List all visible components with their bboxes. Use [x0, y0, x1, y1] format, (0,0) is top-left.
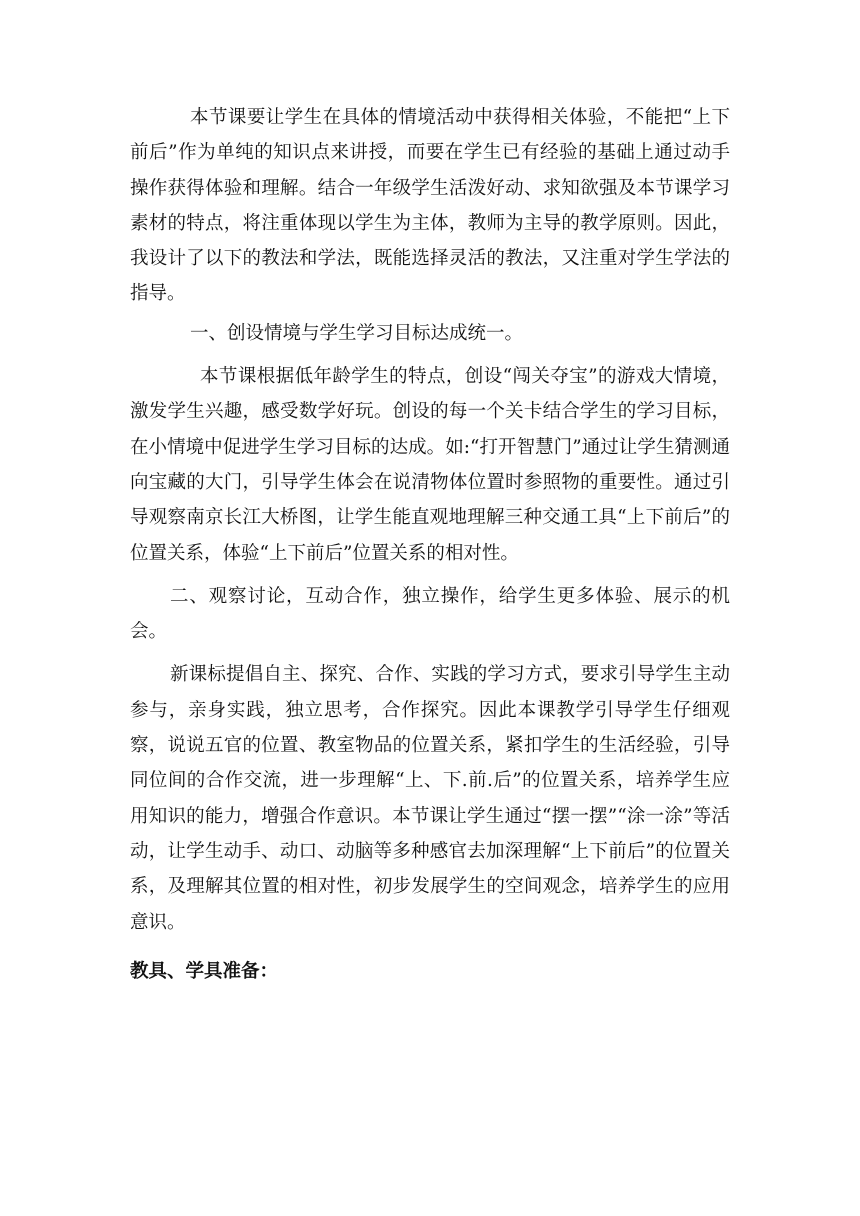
paragraph-curriculum-standard: 新课标提倡自主、探究、合作、实践的学习方式，要求引导学生主动参与，亲身实践，独立思考，合作探究。因此本课教学引导学生仔细观察，说说五官的位置、教室物品的位置关系，紧扣学生的生活经验，引导同位间的合作交流，进一步理解“上、下.前.后”的位置关系，培养学生应用知识的能力，增强合作意识。本节课让学生通过“摆一摆”“涂一涂”等活动，让学生动手、动口、动脑等多种感官去加深理解“上下前后”的位置关系，及理解其位置的相对性，初步发展学生的空间观念，培养学生的应用意识。 [130, 664, 730, 933]
section-heading-create-situation: 一、创设情境与学生学习目标达成统一。 [190, 322, 524, 344]
document-body [130, 100, 730, 989]
heading-teaching-aids: 教具、学具准备： [130, 960, 279, 982]
paragraph-situation-details: 本节课根据低年龄学生的特点，创设“闯关夺宝”的游戏大情境，激发学生兴趣，感受数学好玩。创设的每一个关卡结合学生的学习目标，在小情境中促进学生学习目标的达成。如:“打开智慧门”通过让学生猜测通向宝藏的大门，引导学生体会在说清物体位置时参照物的重要性。通过引导观察南京长江大桥图，让学生能直观地理解三种交通工具“上下前后”的位置关系，体验“上下前后”位置关系的相对性。 [130, 366, 730, 564]
section-heading-observe-discuss: 二、观察讨论，互动合作，独立操作，给学生更多体验、展示的机会。 [130, 585, 730, 643]
paragraph-teaching-approach: 本节课要让学生在具体的情境活动中获得相关体验，不能把“上下前后”作为单纯的知识点来讲授，而要在学生已有经验的基础上通过动手操作获得体验和理解。结合一年级学生活泼好动、求知欲强及本节课学习素材的特点，将注重体现以学生为主体，教师为主导的教学原则。因此，我设计了以下的教法和学法，既能选择灵活的教法，又注重对学生学法的指导。 [130, 107, 730, 305]
